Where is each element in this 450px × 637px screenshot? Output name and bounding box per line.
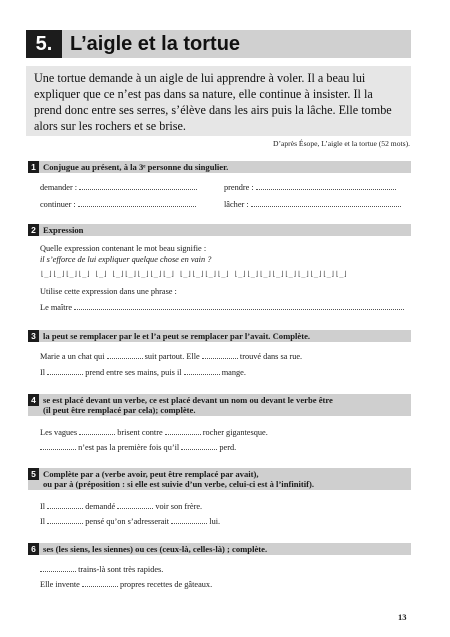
section-6-number: 6	[28, 543, 39, 555]
expression-question: Quelle expression contenant le mot beau signifie :	[40, 244, 207, 253]
answer-blank[interactable]	[202, 350, 238, 359]
lesson-number: 5.	[26, 30, 62, 58]
section-5-number: 5	[28, 468, 39, 480]
section-2-title: Expression	[43, 225, 84, 235]
section-2-header	[28, 224, 411, 236]
expression-definition: il s’efforce de lui expliquer quelque chose en vain ?	[40, 255, 212, 264]
exercise-4-line-1: Les vagues brisent contre rocher gigantesque.	[40, 428, 268, 437]
answer-blank[interactable]	[184, 366, 220, 375]
sentence-prompt: Utilise cette expression dans une phrase :	[40, 287, 177, 296]
answer-blank[interactable]	[78, 198, 196, 207]
section-2-number: 2	[28, 224, 39, 236]
section-5-title-line-2: ou par à (préposition : si elle est suivie d’un verbe, celui-ci est à l’infinitif).	[43, 479, 315, 489]
answer-blank[interactable]	[251, 198, 401, 207]
label-lacher: lâcher :	[224, 198, 401, 209]
label-prendre: prendre :	[224, 181, 396, 192]
answer-blank[interactable]	[82, 578, 118, 587]
exercise-3-line-2: Il prend entre ses mains, puis il mange.	[40, 368, 246, 377]
letter-boxes[interactable]: ⌊_⌋⌊_⌋⌊_⌋⌊_⌋ ⌊_⌋ ⌊_⌋⌊_⌋⌊_⌋⌊_⌋⌊_⌋ ⌊_⌋⌊_⌋⌊_⌋⌊_⌋ ⌊_⌋⌊_⌋⌊_⌋⌊_⌋⌊_⌋⌊_⌋⌊_⌋⌊_⌋⌊_⌋	[40, 270, 348, 278]
page-number: 13	[398, 612, 407, 622]
passage-line-3: prend donc entre ses serres, s’élève dans les airs puis la lâche. Elle tombe	[34, 103, 392, 117]
answer-blank[interactable]	[165, 426, 201, 435]
label-demander: demander :	[40, 181, 197, 192]
exercise-6-line-1: trains-là sont très rapides.	[40, 563, 163, 574]
answer-blank[interactable]	[181, 441, 217, 450]
section-4-title-line-2: (il peut être remplacé par cela); complète.	[43, 405, 196, 415]
sentence-answer: Le maître	[40, 301, 404, 312]
passage-source: D’après Ésope, L’aigle et la tortue (52 mots).	[273, 139, 410, 148]
lesson-title: L’aigle et la tortue	[70, 33, 241, 55]
section-3-title: la peut se remplacer par le et l’a peut se remplacer par l’avait. Complète.	[43, 331, 311, 341]
answer-blank[interactable]	[79, 181, 197, 190]
answer-blank[interactable]	[47, 500, 83, 509]
section-5-title-line-1: Complète par a (verbe avoir, peut être remplacé par avait),	[43, 469, 259, 479]
answer-blank[interactable]	[47, 515, 83, 524]
answer-blank[interactable]	[74, 301, 404, 310]
answer-blank[interactable]	[117, 500, 153, 509]
label-continuer: continuer :	[40, 198, 196, 209]
answer-blank[interactable]	[79, 426, 115, 435]
section-3-number: 3	[28, 330, 39, 342]
answer-blank[interactable]	[107, 350, 143, 359]
section-4-number: 4	[28, 394, 39, 406]
answer-blank[interactable]	[40, 563, 76, 572]
section-1-title: Conjugue au présent, à la 3ᵉ personne du singulier.	[43, 162, 229, 172]
answer-blank[interactable]	[171, 515, 207, 524]
passage-line-1: Une tortue demande à un aigle de lui apprendre à voler. Il a beau lui	[34, 71, 366, 85]
exercise-5-line-2: Il pensé qu’on s’adresserait lui.	[40, 517, 221, 526]
answer-blank[interactable]	[47, 366, 83, 375]
section-4-title-line-1: se est placé devant un verbe, ce est placé devant un nom ou devant le verbe être	[43, 395, 333, 405]
section-1-number: 1	[28, 161, 39, 173]
answer-blank[interactable]	[40, 441, 76, 450]
exercise-6-line-2: Elle invente propres recettes de gâteaux.	[40, 580, 213, 589]
passage-line-4: alors sur les rochers et se brise.	[34, 119, 186, 133]
exercise-3-line-1: Marie a un chat qui suit partout. Elle trouvé dans sa rue.	[40, 352, 303, 361]
passage-line-2: expliquer que ce n’est pas dans sa nature, elle continue à insister. Il la	[34, 87, 373, 101]
answer-blank[interactable]	[256, 181, 396, 190]
section-6-title: ses (les siens, les siennes) ou ces (ceux-là, celles-là) ; complète.	[43, 544, 268, 554]
exercise-5-line-1: Il demandé voir son frère.	[40, 502, 203, 511]
exercise-4-line-2: n’est pas la première fois qu’il perd.	[40, 441, 236, 452]
